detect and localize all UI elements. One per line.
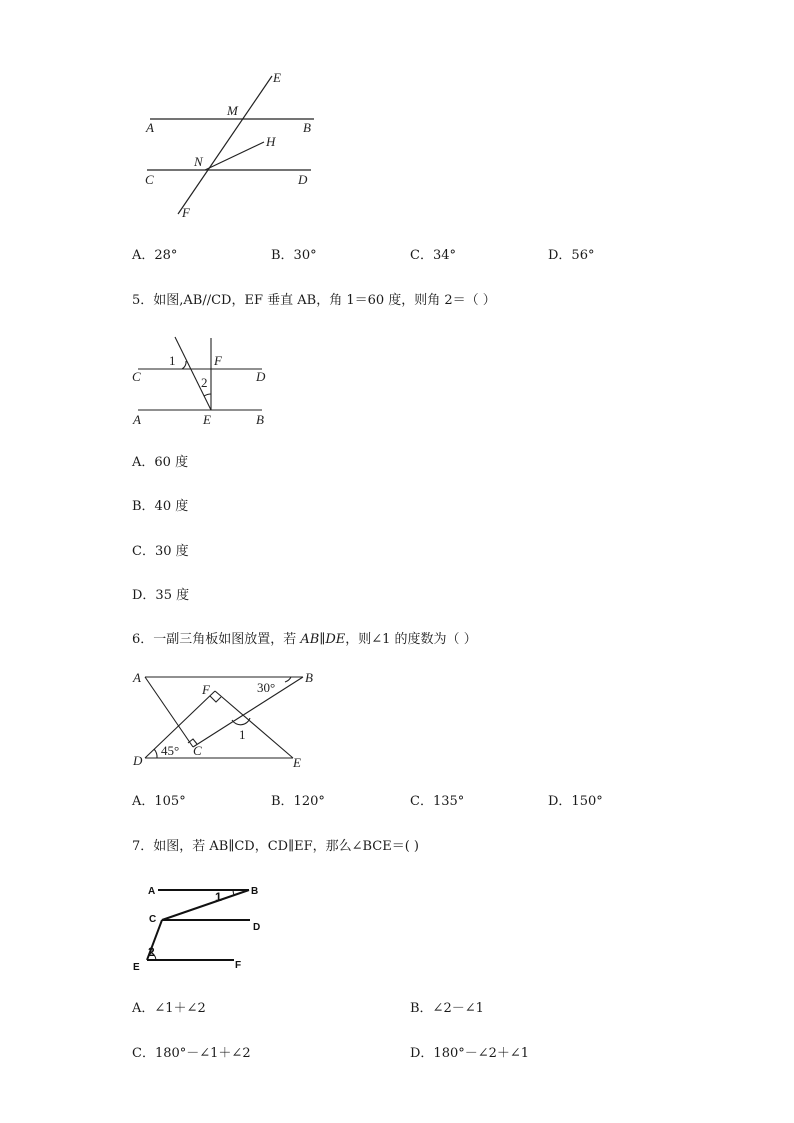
q5-label-f: F — [214, 353, 222, 368]
q5-label-a: A — [133, 412, 141, 427]
q5-angle-2-arc — [204, 394, 211, 396]
q5-option-b: B．40 度 — [132, 499, 189, 514]
q5-label-e: E — [203, 412, 211, 427]
q5-label-b: B — [256, 412, 264, 427]
q4-label-d: D — [298, 172, 308, 187]
q6-label-f: F — [202, 682, 210, 697]
q6-stem — [132, 632, 477, 648]
q7-label-b: B — [251, 886, 259, 897]
q5-figure — [0, 330, 794, 430]
q6-right-angle-f — [210, 696, 221, 702]
q5-line-transversal — [175, 337, 211, 410]
q7-option-b: B．∠2－∠1 — [410, 1001, 484, 1016]
q6-stem-math: AB∥DE — [300, 632, 346, 647]
q4-label-n: N — [194, 154, 203, 169]
q5-option-d: D．35 度 — [132, 588, 190, 603]
q6-option-a: A．105° — [132, 794, 186, 809]
q5-label-d: D — [256, 369, 266, 384]
q7-option-d: D．180°－∠2＋∠1 — [410, 1046, 530, 1061]
q4-label-h: H — [266, 134, 276, 149]
q6-stem-suffix: ，则∠1 的度数为（ ） — [345, 632, 477, 647]
q7-label-f: F — [235, 960, 242, 971]
q6-option-d: D．150° — [548, 794, 603, 809]
q7-label-e: E — [133, 962, 140, 973]
q6-label-30: 30° — [257, 680, 276, 695]
q4-label-e: E — [273, 70, 281, 85]
q5-label-1: 1 — [169, 353, 176, 368]
q4-label-f: F — [182, 205, 190, 220]
q6-option-b: B．120° — [271, 794, 325, 809]
q7-option-a: A．∠1＋∠2 — [132, 1001, 206, 1016]
q7-segment-cb — [162, 890, 249, 920]
q6-label-d: D — [133, 753, 143, 768]
q6-option-c: C．135° — [410, 794, 465, 809]
q5-option-a: A．60 度 — [132, 455, 189, 470]
q4-label-m: M — [227, 103, 238, 118]
q4-option-c: C．34° — [410, 248, 456, 263]
q6-segment-fe — [215, 691, 293, 758]
q5-stem: 5．如图,AB//CD，EF 垂直 AB，角 1＝60 度，则角 2＝（ ） — [132, 293, 496, 308]
q6-label-1: 1 — [239, 727, 246, 742]
q4-option-d: D．56° — [548, 248, 595, 263]
q4-option-a: A．28° — [132, 248, 178, 263]
q6-label-a: A — [133, 670, 141, 685]
q4-label-a: A — [146, 120, 154, 135]
q4-label-b: B — [303, 120, 311, 135]
q7-label-2: 2 — [148, 945, 155, 959]
q4-option-b: B．30° — [271, 248, 317, 263]
q5-angle-1-arc — [182, 361, 186, 369]
q5-label-c: C — [132, 369, 141, 384]
q6-segment-df — [145, 691, 215, 758]
q4-label-c: C — [145, 172, 154, 187]
q6-label-e: E — [293, 755, 301, 770]
q6-label-b: B — [305, 670, 313, 685]
q6-angle-45-arc — [154, 749, 157, 758]
q6-segment-ac — [145, 677, 193, 747]
q6-label-45: 45° — [161, 743, 180, 758]
q6-label-c: C — [193, 743, 202, 758]
q7-option-c: C．180°－∠1＋∠2 — [132, 1046, 251, 1061]
q6-stem-prefix: 6．一副三角板如图放置，若 — [132, 632, 301, 647]
q7-figure — [0, 875, 794, 975]
q5-option-c: C．30 度 — [132, 544, 189, 559]
q7-label-d: D — [253, 922, 261, 933]
q7-label-c: C — [149, 914, 157, 925]
q5-label-2: 2 — [201, 375, 208, 390]
q7-label-1: 1 — [215, 890, 222, 904]
q4-ray-nh — [205, 142, 264, 170]
q7-stem: 7．如图，若 AB∥CD，CD∥EF，那么∠BCE＝( ) — [132, 839, 420, 854]
q7-label-a: A — [148, 886, 156, 897]
q6-angle-30-arc — [285, 677, 291, 682]
q4-figure — [0, 0, 794, 240]
q6-figure — [0, 660, 794, 775]
